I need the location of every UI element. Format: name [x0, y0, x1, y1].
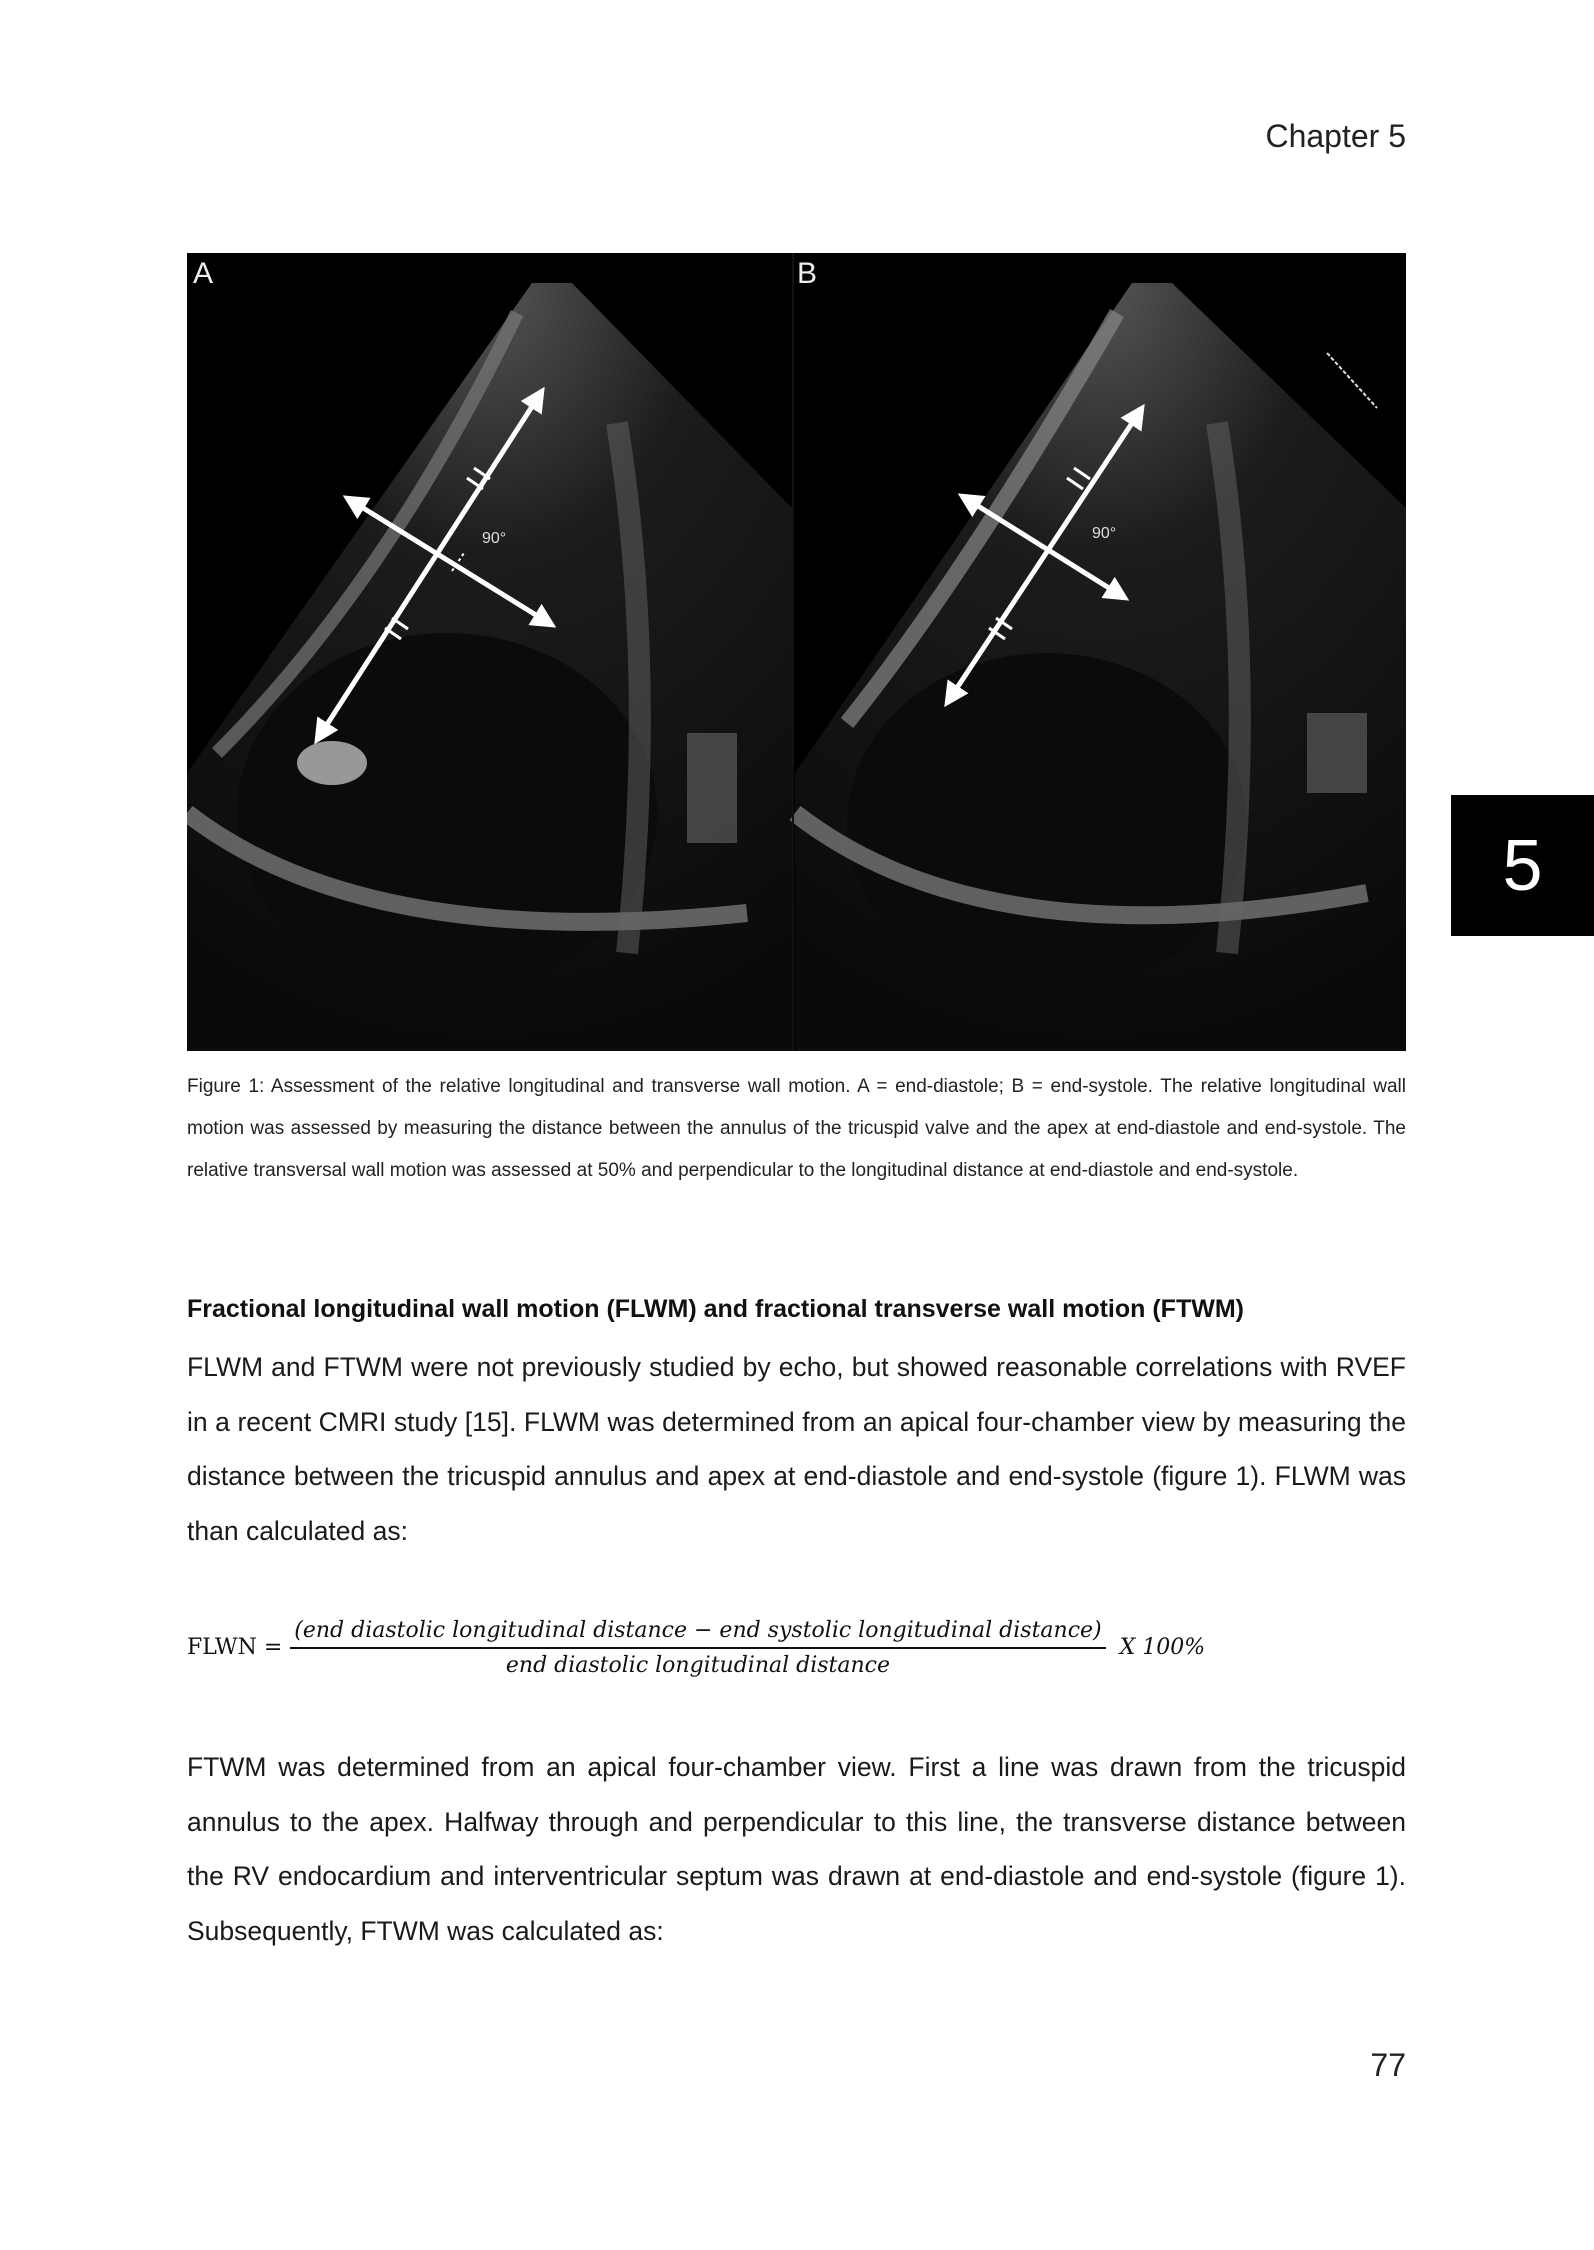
chapter-header: Chapter 5 [1265, 118, 1406, 154]
section-heading: Fractional longitudinal wall motion (FLWM) and fractional transverse wall motion (FTWM) [187, 1295, 1244, 1323]
echo-images [187, 253, 1406, 1051]
paragraph-flwm: FLWM and FTWM were not previously studied by echo, but showed reasonable correlations with RVEF in a recent CMRI study [15]. FLWM was determined from an apical four-chamber view by measuring the distance between the tricuspid annulus and apex at end-diastole and end-systole (figure 1). FLWM was than calculated as: [187, 1352, 1406, 1546]
echo-figure [187, 253, 1406, 1051]
angle-label-a: 90° [482, 530, 507, 547]
formula-fraction [290, 1618, 1105, 1678]
formula-numerator: (end diastolic longitudinal distance − end systolic longitudinal distance) [294, 1618, 1102, 1643]
flwm-formula [187, 1618, 1205, 1678]
formula-rhs: X 100% [1119, 1635, 1206, 1661]
angle-label-b: 90° [1092, 525, 1117, 542]
chapter-tab-number: 5 [1502, 825, 1543, 906]
panel-a-label: A [193, 257, 214, 290]
paragraph-ftwm: FTWM was determined from an apical four-chamber view. First a line was drawn from the tricuspid annulus to the apex. Halfway through and perpendicular to this line, the transverse distance between the RV endocardium and interventricular septum was drawn at end-diastole and end-systole (figure 1). Subsequently, FTWM was calculated as: [187, 1752, 1406, 1946]
page-number: 77 [1370, 2047, 1406, 2083]
figure-caption: Figure 1: Assessment of the relative longitudinal and transverse wall motion. A = end-diastole; B = end-systole. The relative longitudinal wall motion was assessed by measuring the distance between the annulus of the tricuspid valve and the apex at end-diastole and end-systole. The relative transversal wall motion was assessed at 50% and perpendicular to the longitudinal distance at end-diastole and end-systole. [187, 1076, 1406, 1181]
chapter-tab [1451, 795, 1594, 936]
formula-lhs: FLWN = [187, 1635, 283, 1661]
formula-denominator: end diastolic longitudinal distance [505, 1652, 891, 1678]
panel-b-label: B [797, 257, 818, 290]
